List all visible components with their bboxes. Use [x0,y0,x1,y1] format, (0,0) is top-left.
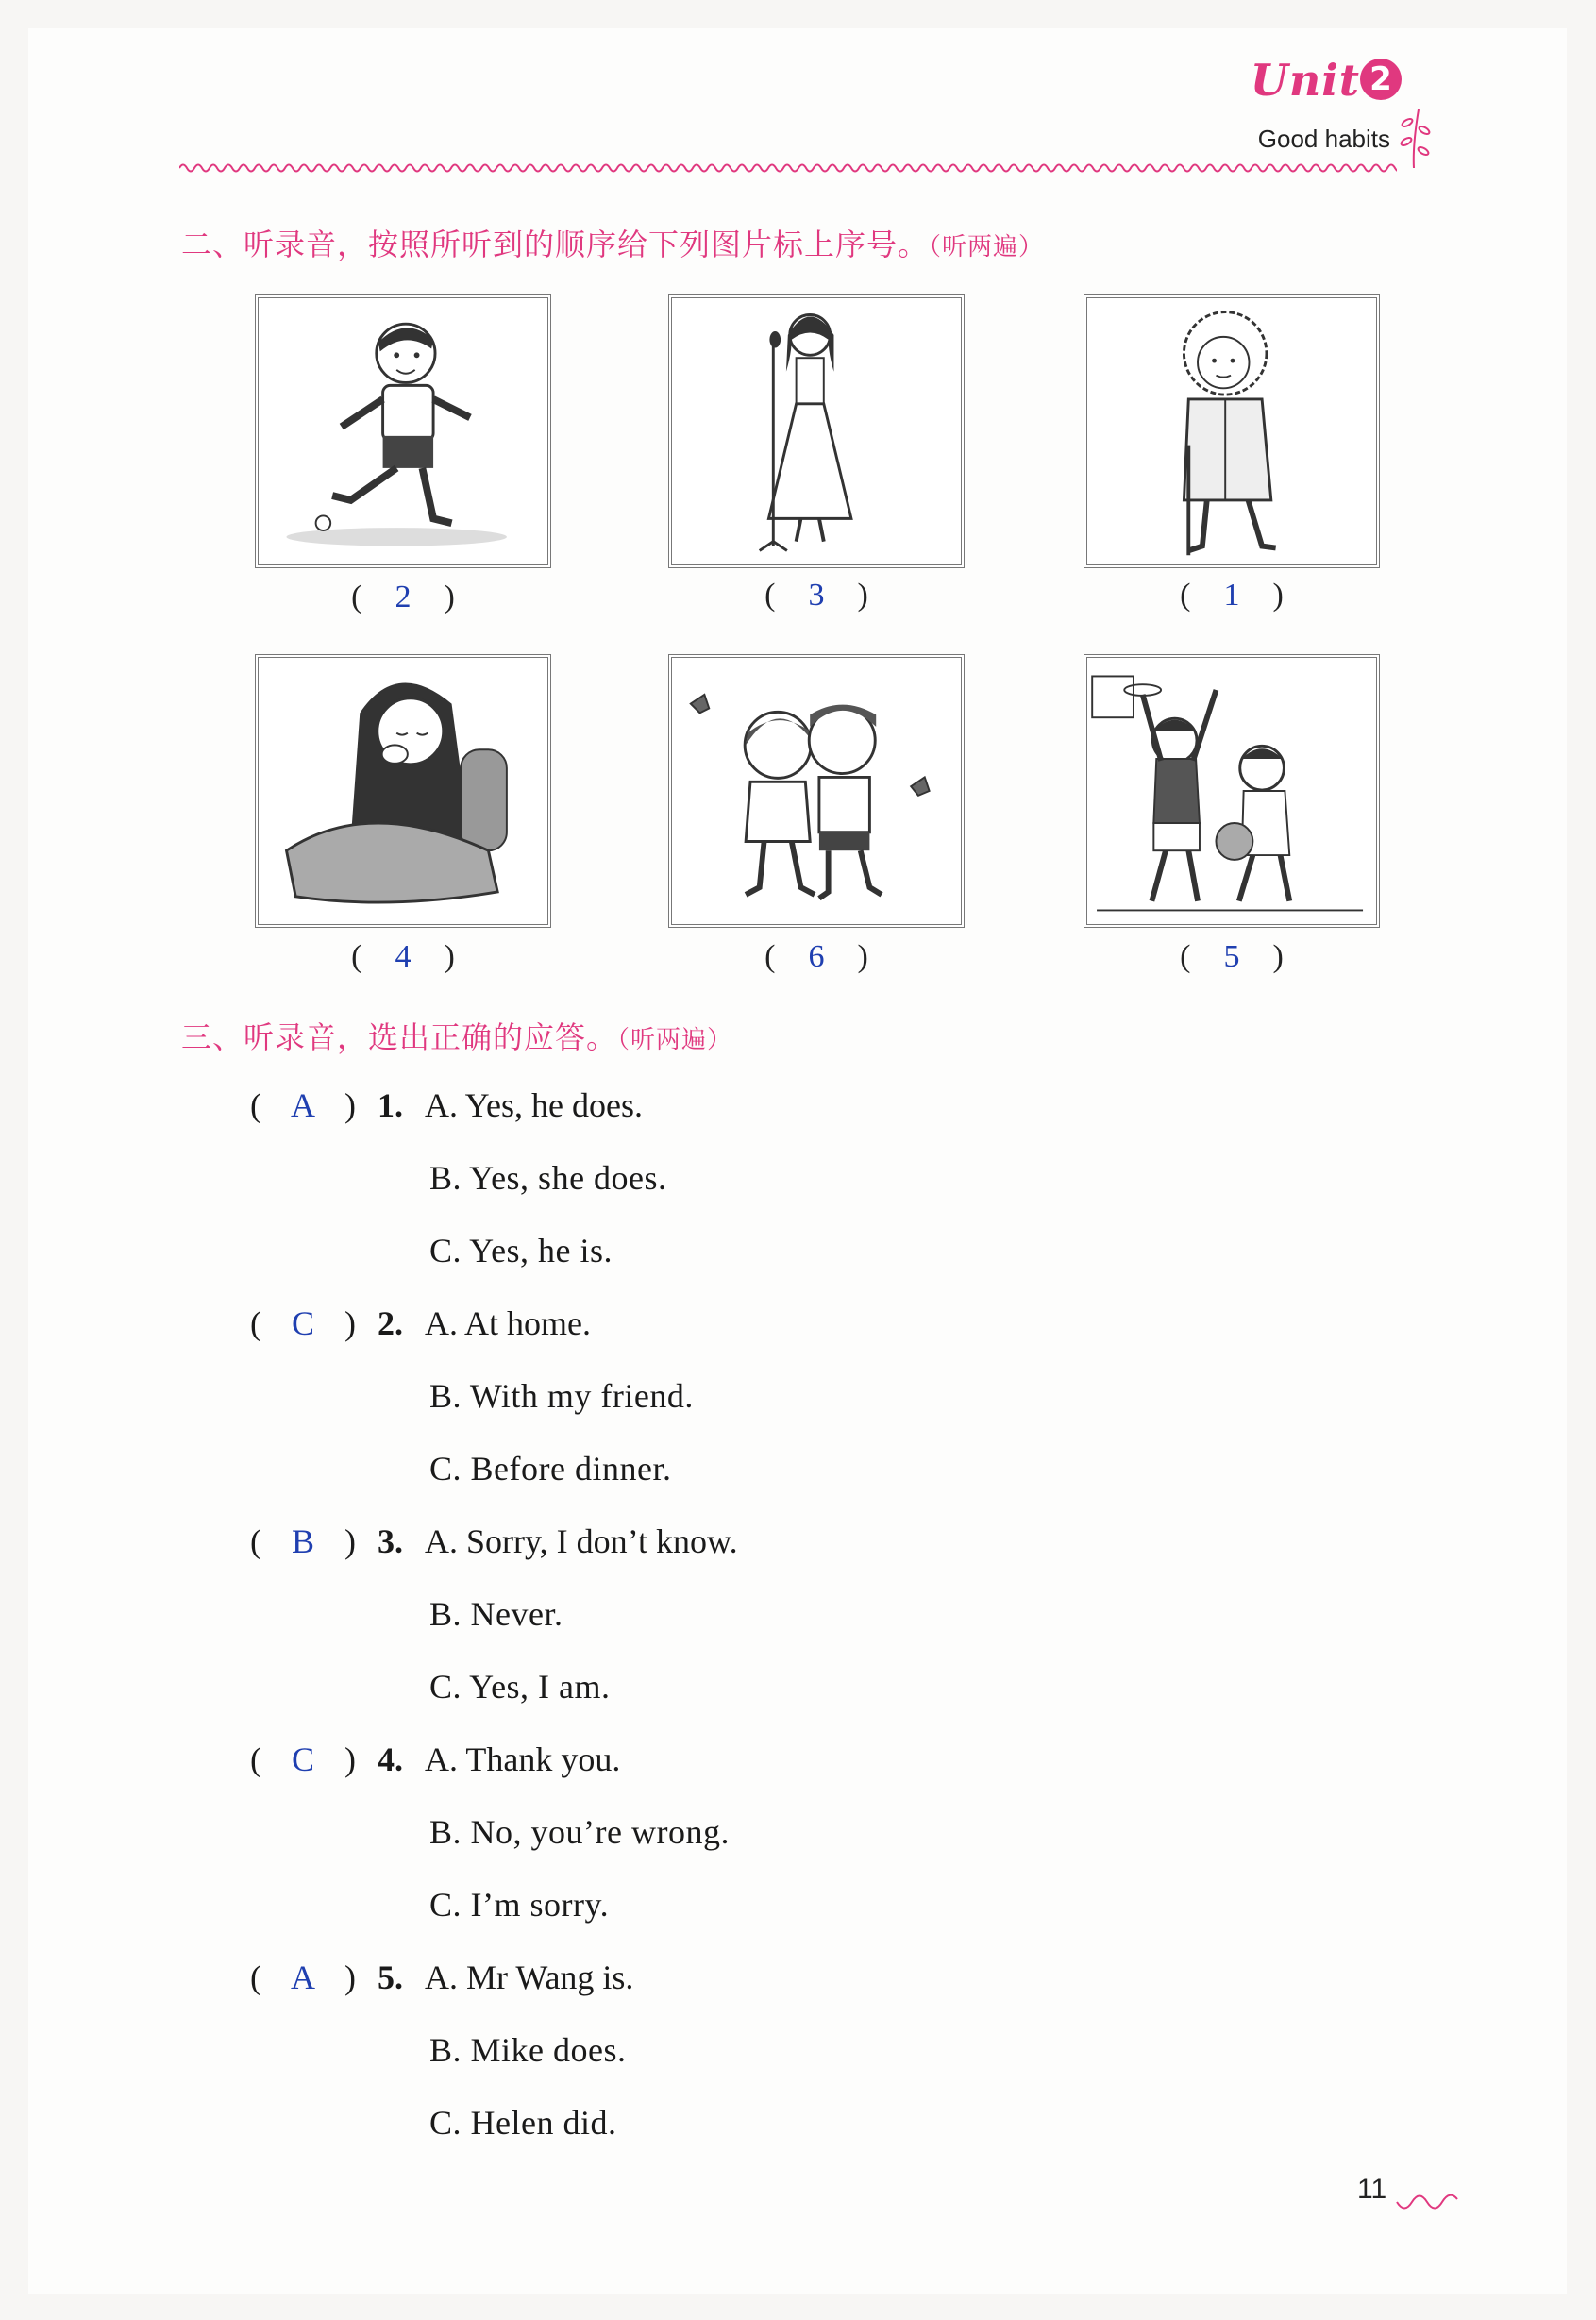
section-3-title [181,1014,732,1057]
option-a: A. Sorry, I don’t know. [425,1522,738,1560]
page-number: 11 [1357,2174,1387,2205]
question-2: ( C ) 2. A. At home. [250,1304,591,1342]
option-c: C. I’m sorry. [429,1886,610,1924]
answer-value: 5 [1223,939,1240,974]
picture-answer-4: ( 4 ) [351,939,455,974]
unit-subtitle: Good habits [1257,125,1390,153]
option-b: B. Yes, she does. [429,1159,667,1197]
picture-answer-1: ( 2 ) [351,580,455,614]
running-boy-icon [259,298,547,564]
unit-number-badge: 2 [1360,59,1402,100]
option-b: B. Never. [429,1595,563,1633]
question-answer: A [291,1086,315,1124]
picture-answer-5: ( 6 ) [764,939,868,974]
option-a: A. Mr Wang is. [425,1959,634,1996]
picture-basketball [1084,654,1380,928]
question-1: ( A ) 1. A. Yes, he does. [250,1086,644,1124]
option-c: C. Yes, I am. [429,1668,611,1706]
picture-answer-6: ( 5 ) [1180,939,1284,974]
answer-value: 3 [808,578,825,613]
unit-title: Unit [1250,55,1360,106]
option-a: A. Yes, he does. [425,1086,644,1124]
answer-value: 2 [395,580,412,614]
picture-sick-girl [255,654,551,928]
question-5: ( A ) 5. A. Mr Wang is. [250,1959,634,1996]
sprig-decoration-icon [1390,104,1437,170]
flourish-decoration-icon [1395,2188,1461,2216]
picture-answer-3: ( 1 ) [1180,578,1284,613]
question-4: ( C ) 4. A. Thank you. [250,1740,621,1778]
option-c: C. Before dinner. [429,1450,672,1488]
old-woman-icon [1087,298,1376,564]
answer-value: 1 [1223,578,1240,613]
option-b: B. With my friend. [429,1377,694,1415]
question-number: 4. [378,1740,403,1778]
option-a: A. Thank you. [425,1740,621,1778]
question-answer: C [291,1304,314,1342]
option-c: C. Helen did. [429,2104,617,2142]
sick-girl-in-bed-icon [259,658,547,924]
picture-singing-girl [668,294,965,568]
picture-old-woman [1084,294,1380,568]
section-3-note: （听两遍） [617,1026,733,1054]
question-3: ( B ) 3. A. Sorry, I don’t know. [250,1522,738,1560]
option-a: A. At home. [425,1304,591,1342]
two-children-walking-icon [672,658,961,924]
section-2-title-text: 二、听录音，按照所听到的顺序给下列图片标上序号。 [181,227,930,262]
option-b: B. No, you’re wrong. [429,1813,730,1851]
boys-playing-basketball-icon [1087,658,1376,924]
question-answer: A [291,1959,315,1996]
question-number: 1. [378,1086,403,1124]
question-answer: C [291,1740,314,1778]
question-number: 3. [378,1522,403,1560]
section-2-note: （听两遍） [929,233,1045,261]
answer-value: 6 [808,939,825,974]
section-2-title [181,221,1044,264]
option-c: C. Yes, he is. [429,1232,613,1269]
question-answer: B [291,1522,314,1560]
question-number: 2. [378,1304,403,1342]
picture-running-boy [255,294,551,568]
picture-answer-2: ( 3 ) [764,578,868,613]
question-number: 5. [378,1959,403,1996]
singing-girl-icon [672,298,961,564]
header-wavy-divider [179,159,1397,177]
section-3-title-text: 三、听录音，选出正确的应答。 [181,1019,618,1055]
picture-two-children [668,654,965,928]
answer-value: 4 [395,939,412,974]
option-b: B. Mike does. [429,2031,627,2069]
